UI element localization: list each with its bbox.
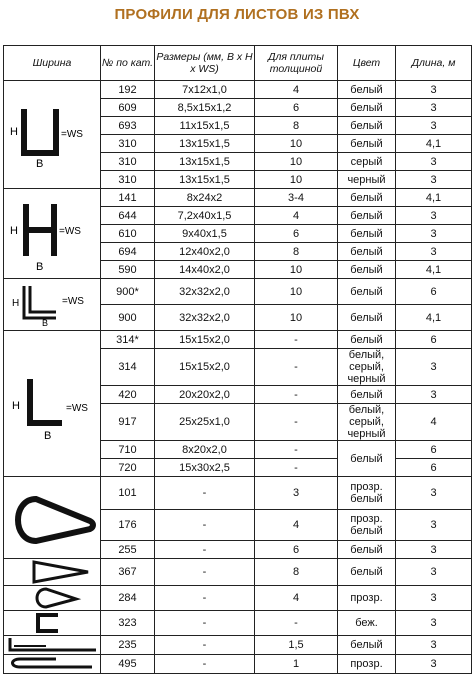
- cell-color: прозр.: [338, 586, 396, 611]
- cell-length: 3: [396, 586, 472, 611]
- cell-color: белый: [338, 117, 396, 135]
- cell-code: 367: [101, 559, 155, 586]
- table-row: [4, 331, 472, 349]
- svg-text:=WS: =WS: [66, 402, 88, 414]
- cell-length: 3: [396, 81, 472, 99]
- cell-length: 4,1: [396, 135, 472, 153]
- cell-code: 235: [101, 636, 155, 655]
- cell-sizes: 14х40х2,0: [155, 261, 255, 279]
- table-header-row: [4, 46, 472, 81]
- cell-color: белый: [338, 225, 396, 243]
- table-row: [4, 279, 472, 305]
- table-row: [4, 655, 472, 674]
- cell-code: 284: [101, 586, 155, 611]
- cell-thickness: -: [255, 611, 338, 636]
- svg-text:H: H: [10, 125, 18, 138]
- table-row: [4, 559, 472, 586]
- cell-color: белый: [338, 636, 396, 655]
- cell-thickness: -: [255, 459, 338, 477]
- cell-code: 710: [101, 441, 155, 459]
- drop-profile-icon: [4, 586, 101, 611]
- cell-color: прозр. белый: [338, 477, 396, 510]
- cell-sizes: 7,2х40х1,5: [155, 207, 255, 225]
- cell-thickness: 6: [255, 541, 338, 559]
- cell-thickness: 8: [255, 117, 338, 135]
- cell-code: 694: [101, 243, 155, 261]
- cell-sizes: 9х40х1,5: [155, 225, 255, 243]
- cell-sizes: -: [155, 655, 255, 674]
- cell-code: 323: [101, 611, 155, 636]
- cell-code: 310: [101, 135, 155, 153]
- cell-color: белый: [338, 81, 396, 99]
- cell-code: 314*: [101, 331, 155, 349]
- teardrop-profile-icon: [4, 477, 101, 559]
- cell-code: 610: [101, 225, 155, 243]
- page-title: ПРОФИЛИ ДЛЯ ЛИСТОВ ИЗ ПВХ: [114, 6, 360, 23]
- cell-length: 3: [396, 117, 472, 135]
- cell-code: 590: [101, 261, 155, 279]
- svg-text:=WS: =WS: [62, 295, 84, 307]
- cell-code: 720: [101, 459, 155, 477]
- cell-thickness: 4: [255, 510, 338, 541]
- cell-length: 3: [396, 243, 472, 261]
- cell-color: белый: [338, 207, 396, 225]
- cell-thickness: 10: [255, 135, 338, 153]
- cell-color: белый: [338, 261, 396, 279]
- profiles-table: [3, 45, 472, 674]
- cell-sizes: 8х20х2,0: [155, 441, 255, 459]
- cell-length: 3: [396, 636, 472, 655]
- cell-sizes: -: [155, 510, 255, 541]
- cell-length: 3: [396, 559, 472, 586]
- cell-code: 176: [101, 510, 155, 541]
- cell-color: белый, серый, черный: [338, 349, 396, 386]
- cell-length: 4: [396, 404, 472, 441]
- table-row: [4, 477, 472, 510]
- cell-thickness: 3-4: [255, 189, 338, 207]
- cell-code: 644: [101, 207, 155, 225]
- cell-thickness: 4: [255, 586, 338, 611]
- cell-sizes: 20х20х2,0: [155, 386, 255, 404]
- cell-color: белый: [338, 279, 396, 305]
- header-color: Цвет: [338, 46, 396, 81]
- svg-text:=WS: =WS: [61, 128, 83, 140]
- cell-sizes: 12х40х2,0: [155, 243, 255, 261]
- cell-length: 3: [396, 207, 472, 225]
- c-profile-icon: [4, 611, 101, 636]
- cell-code: 314: [101, 349, 155, 386]
- cell-length: 3: [396, 349, 472, 386]
- svg-text:B: B: [36, 260, 44, 273]
- header-code: № по кат.: [101, 46, 155, 81]
- cell-sizes: -: [155, 477, 255, 510]
- cell-sizes: 15х15х2,0: [155, 331, 255, 349]
- cell-code: 192: [101, 81, 155, 99]
- cell-code: 101: [101, 477, 155, 510]
- cell-length: 3: [396, 477, 472, 510]
- cell-length: 3: [396, 611, 472, 636]
- h-profile-icon: [4, 189, 101, 279]
- cell-thickness: 10: [255, 153, 338, 171]
- cell-thickness: 10: [255, 279, 338, 305]
- table-row: [4, 81, 472, 99]
- cell-code: 900*: [101, 279, 155, 305]
- cell-sizes: 11х15х1,5: [155, 117, 255, 135]
- cell-thickness: -: [255, 386, 338, 404]
- cell-thickness: 10: [255, 171, 338, 189]
- cell-sizes: 15х30х2,5: [155, 459, 255, 477]
- cell-code: 141: [101, 189, 155, 207]
- table-row: [4, 636, 472, 655]
- cell-color: серый: [338, 153, 396, 171]
- cell-sizes: 15х15х2,0: [155, 349, 255, 386]
- cell-thickness: 6: [255, 99, 338, 117]
- svg-text:H: H: [10, 224, 18, 237]
- cell-color: белый: [338, 99, 396, 117]
- cell-sizes: 7х12х1,0: [155, 81, 255, 99]
- cell-length: 6: [396, 441, 472, 459]
- cell-length: 3: [396, 655, 472, 674]
- l-profile-icon: [4, 331, 101, 477]
- cell-color: прозр. белый: [338, 510, 396, 541]
- cell-length: 6: [396, 459, 472, 477]
- wedge-profile-icon: [4, 559, 101, 586]
- cell-color: белый, серый, черный: [338, 404, 396, 441]
- cell-sizes: -: [155, 541, 255, 559]
- cell-color: белый: [338, 243, 396, 261]
- cell-color: белый: [338, 541, 396, 559]
- cell-color: белый: [338, 331, 396, 349]
- corner-profile-icon: [4, 279, 101, 331]
- svg-text:H: H: [12, 399, 20, 412]
- cell-sizes: 32х32х2,0: [155, 305, 255, 331]
- cell-length: 3: [396, 510, 472, 541]
- svg-text:B: B: [36, 157, 44, 170]
- cell-length: 3: [396, 171, 472, 189]
- cell-thickness: 1: [255, 655, 338, 674]
- cell-color: белый: [338, 135, 396, 153]
- cell-code: 310: [101, 153, 155, 171]
- cell-thickness: 1,5: [255, 636, 338, 655]
- table-row: [4, 611, 472, 636]
- cell-length: 3: [396, 153, 472, 171]
- cell-thickness: 10: [255, 305, 338, 331]
- cell-length: 6: [396, 279, 472, 305]
- svg-text:H: H: [12, 297, 20, 309]
- flat-step-profile-icon: [4, 636, 101, 655]
- cell-code: 255: [101, 541, 155, 559]
- cell-sizes: 8х24х2: [155, 189, 255, 207]
- svg-text:=WS: =WS: [59, 225, 81, 237]
- cell-sizes: 13х15х1,5: [155, 135, 255, 153]
- cell-thickness: -: [255, 349, 338, 386]
- cell-thickness: -: [255, 404, 338, 441]
- cell-sizes: -: [155, 611, 255, 636]
- cell-color: белый: [338, 305, 396, 331]
- cell-sizes: 8,5х15х1,2: [155, 99, 255, 117]
- cell-color: прозр.: [338, 655, 396, 674]
- cell-length: 4,1: [396, 305, 472, 331]
- cell-color: белый: [338, 441, 396, 477]
- cell-length: 3: [396, 225, 472, 243]
- cell-sizes: 25х25х1,0: [155, 404, 255, 441]
- cell-thickness: 3: [255, 477, 338, 510]
- cell-thickness: -: [255, 441, 338, 459]
- cell-length: 3: [396, 541, 472, 559]
- cell-sizes: -: [155, 636, 255, 655]
- u-channel-icon: [4, 81, 101, 189]
- svg-text:B: B: [42, 317, 49, 328]
- cell-thickness: 4: [255, 207, 338, 225]
- cell-color: белый: [338, 386, 396, 404]
- cell-color: черный: [338, 171, 396, 189]
- table-row: [4, 586, 472, 611]
- table-row: [4, 189, 472, 207]
- cell-sizes: -: [155, 559, 255, 586]
- cell-code: 693: [101, 117, 155, 135]
- cell-length: 4,1: [396, 189, 472, 207]
- cell-length: 3: [396, 386, 472, 404]
- cell-sizes: 13х15х1,5: [155, 171, 255, 189]
- cell-length: 4,1: [396, 261, 472, 279]
- cell-thickness: 8: [255, 559, 338, 586]
- header-width: Ширина: [4, 46, 101, 81]
- cell-sizes: 32х32х2,0: [155, 279, 255, 305]
- cell-code: 917: [101, 404, 155, 441]
- cell-sizes: -: [155, 586, 255, 611]
- thin-loop-profile-icon: [4, 655, 101, 674]
- cell-code: 609: [101, 99, 155, 117]
- header-length: Длина, м: [396, 46, 472, 81]
- cell-code: 900: [101, 305, 155, 331]
- header-thickness: Для плиты толщиной: [255, 46, 338, 81]
- cell-length: 3: [396, 99, 472, 117]
- cell-color: беж.: [338, 611, 396, 636]
- cell-thickness: 10: [255, 261, 338, 279]
- cell-color: белый: [338, 189, 396, 207]
- cell-sizes: 13х15х1,5: [155, 153, 255, 171]
- cell-color: белый: [338, 559, 396, 586]
- cell-code: 420: [101, 386, 155, 404]
- cell-length: 6: [396, 331, 472, 349]
- cell-thickness: 4: [255, 81, 338, 99]
- header-sizes: Размеры (мм, В х Н х WS): [155, 46, 255, 81]
- cell-thickness: 6: [255, 225, 338, 243]
- cell-code: 495: [101, 655, 155, 674]
- cell-thickness: 8: [255, 243, 338, 261]
- cell-thickness: -: [255, 331, 338, 349]
- cell-code: 310: [101, 171, 155, 189]
- svg-text:B: B: [44, 429, 52, 442]
